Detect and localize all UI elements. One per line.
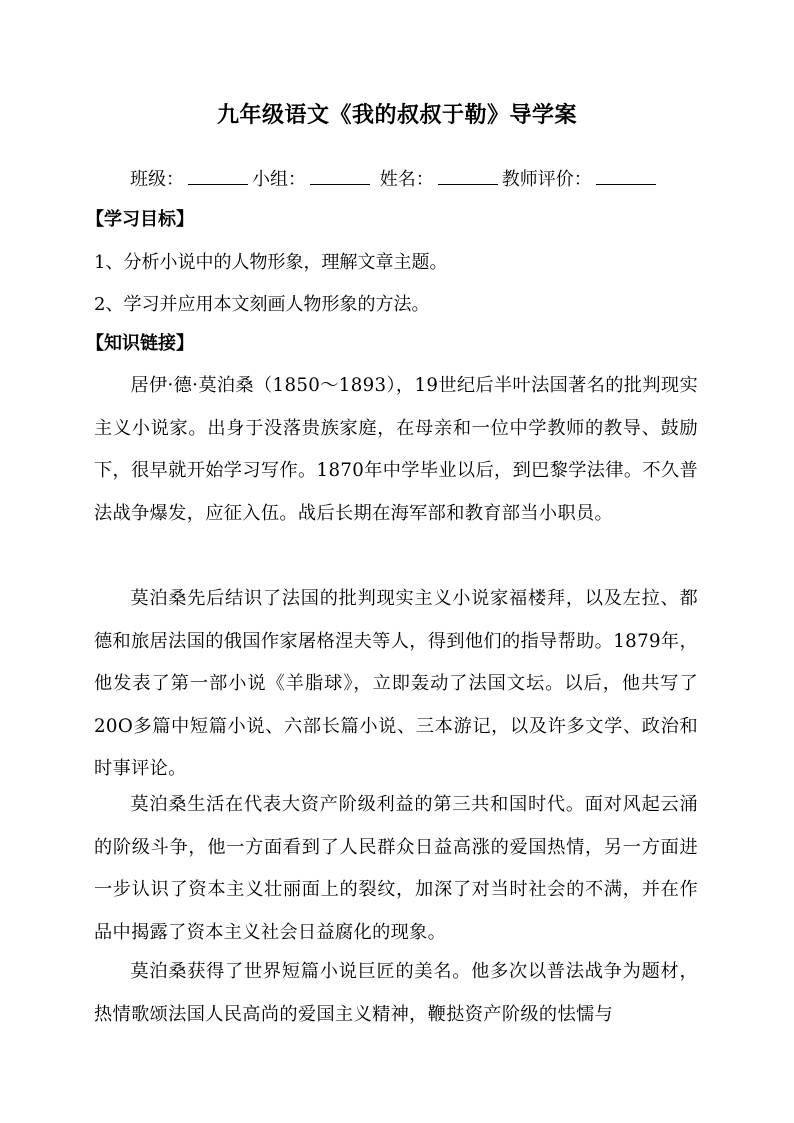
learning-goal-item: 2、学习并应用本文刻画人物形象的方法。 <box>94 294 430 315</box>
paragraph-era: 莫泊桑生活在代表大资产阶级利益的第三共和国时代。面对风起云涌的阶级斗争，他一方面看到了人民群众日益高涨的爱国热情，另一方面进一步认识了资本主义壮丽面上的裂纹，加深了对当时社会的不满，并在作品中揭露了资本主义社会日益腐化的现象。 <box>94 794 698 943</box>
paragraph-reputation: 莫泊桑获得了世界短篇小说巨匠的美名。他多次以普法战争为题材，热情歌颂法国人民高尚的爱国主义精神，鞭挞资产阶级的怯懦与 <box>94 961 698 1025</box>
learning-goal-item: 1、分析小说中的人物形象，理解文章主题。 <box>94 252 448 273</box>
teacher-eval-label: 教师评价： <box>501 169 592 190</box>
paragraph-author-bio: 居伊·德·莫泊桑（1850～1893），19世纪后半叶法国著名的批判现实主义小说家。出身于没落贵族家庭，在母亲和一位中学教师的教导、鼓励下，很早就开始学习写作。1870年中学毕业以后，到巴黎学法律。不久普法战争爆发，应征入伍。战后长期在海军部和教育部当小职员。 <box>94 375 698 524</box>
student-info-line <box>130 165 660 195</box>
document-title: 九年级语文《我的叔叔于勒》导学案 <box>216 103 577 128</box>
class-blank[interactable] <box>188 166 248 185</box>
class-label: 班级： <box>130 169 184 190</box>
paragraph-career: 莫泊桑先后结识了法国的批判现实主义小说家福楼拜，以及左拉、都德和旅居法国的俄国作家屠格涅夫等人，得到他们的指导帮助。1879年，他发表了第一部小说《羊脂球》，立即轰动了法国文坛。以后，他共写了20O多篇中短篇小说、六部长篇小说、三本游记，以及许多文学、政治和时事评论。 <box>94 588 698 779</box>
teacher-eval-blank[interactable] <box>596 166 656 185</box>
group-label: 小组： <box>252 169 306 190</box>
name-blank[interactable] <box>438 166 498 185</box>
group-blank[interactable] <box>310 166 370 185</box>
name-label: 姓名： <box>379 169 434 190</box>
learning-goals-heading: 【学习目标】 <box>86 209 194 230</box>
knowledge-link-heading: 【知识链接】 <box>86 333 194 354</box>
